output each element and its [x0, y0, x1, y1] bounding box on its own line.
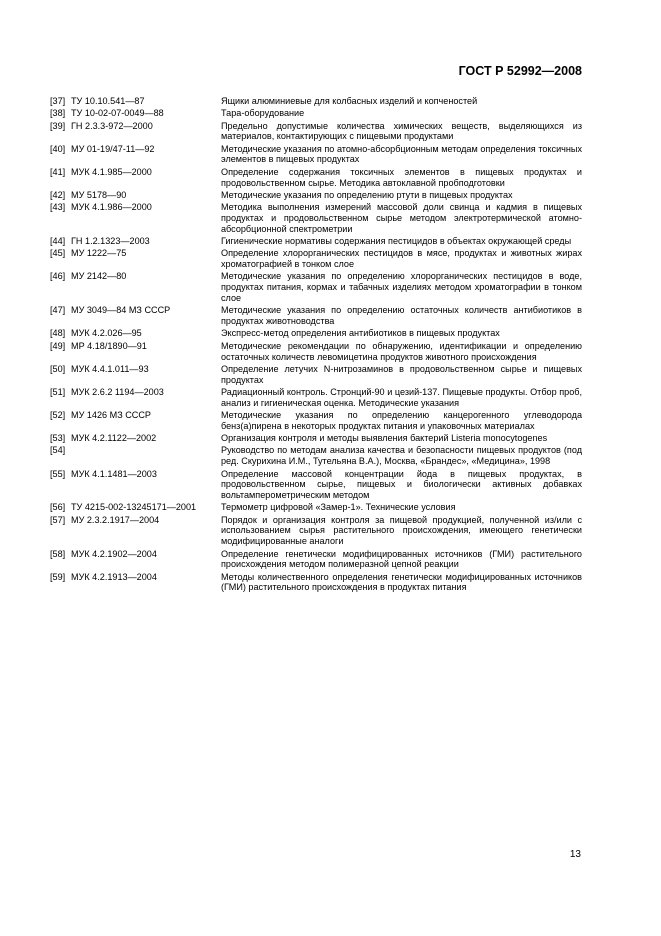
reference-title: Определение генетически модифицированных источников (ГМИ) растительного происхождения методом полимеразной цепной реакции — [221, 548, 582, 570]
reference-number: [41] — [50, 166, 66, 177]
reference-code: ТУ 10-02-07-0049—88 — [71, 108, 164, 119]
reference-number: [59] — [50, 571, 66, 582]
reference-title: Методические указания по определению ртути в пищевых продуктах — [221, 189, 513, 200]
reference-item — [50, 469, 582, 501]
reference-title: Определение хлорорганических пестицидов в мясе, продуктах и животных жирах хроматографией в тонком слое — [221, 248, 582, 270]
reference-item — [50, 549, 582, 571]
reference-title: Руководство по методам анализа качества и безопасности пищевых продуктов (под ред. Скурихина И.М., Тутельяна В.А.), Москва, «Брандес», «Медицина», 1998 — [221, 445, 582, 467]
document-header: ГОСТ Р 52992—2008 — [458, 64, 582, 78]
reference-code: МУК 2.6.2 1194—2003 — [71, 386, 164, 397]
reference-code: МУК 4.1.985—2000 — [71, 166, 152, 177]
reference-title: Методические рекомендации по обнаружению, идентификации и определению остаточных количеств левомицетина продуктов животного происхождения — [221, 340, 582, 362]
reference-item — [50, 515, 582, 547]
reference-item — [50, 572, 582, 594]
reference-code: МУ 2.3.2.1917—2004 — [71, 514, 160, 525]
reference-item — [50, 433, 582, 444]
reference-title: Определение содержания токсичных элементов в пищевых продуктах и продовольственном сырье. Методика автоклавной пробподготовки — [221, 166, 582, 188]
reference-item — [50, 502, 582, 513]
reference-title: Методические указания по определению остаточных количеств антибиотиков в продуктах животноводства — [221, 305, 582, 327]
reference-title: Методические указания по атомно-абсорбционным методам определения токсичных элементов в пищевых продуктах — [221, 143, 582, 165]
reference-title: Экспресс-метод определения антибиотиков в пищевых продуктах — [221, 328, 500, 339]
reference-title: Методические указания по определению канцерогенного углеводорода бенз(а)пирена в некоторых продуктах питания и упаковочных материалах — [221, 410, 582, 431]
reference-number: [42] — [50, 189, 66, 200]
reference-number: [43] — [50, 202, 66, 213]
reference-code: МР 4.18/1890—91 — [71, 340, 147, 351]
reference-code: МУК 4.2.1913—2004 — [71, 571, 157, 582]
reference-code: МУ 1426 МЗ СССР — [71, 410, 151, 421]
reference-item — [50, 236, 582, 247]
reference-code: ГН 2.3.3-972—2000 — [71, 120, 153, 131]
reference-number: [56] — [50, 502, 66, 513]
reference-item — [50, 305, 582, 327]
reference-title: Термометр цифровой «Замер-1». Технические условия — [221, 502, 456, 513]
reference-item — [50, 108, 582, 119]
reference-number: [53] — [50, 433, 66, 444]
reference-number: [45] — [50, 248, 66, 259]
reference-title: Организация контроля и методы выявления бактерий Listeria monocytogenes — [221, 433, 548, 444]
reference-number: [58] — [50, 548, 66, 559]
reference-code: МУК 4.1.986—2000 — [71, 202, 152, 213]
reference-number: [40] — [50, 143, 66, 154]
reference-item — [50, 341, 582, 363]
reference-number: [47] — [50, 305, 66, 316]
reference-code: МУ 2142—80 — [71, 271, 127, 282]
reference-item — [50, 144, 582, 166]
reference-title: Методика выполнения измерений массовой доли свинца и кадмия в пищевых продуктах и продовольственном сырье методом электротермической атомно-абсорбционной спектрометрии — [221, 202, 582, 234]
reference-title: Тара-оборудование — [221, 108, 305, 119]
reference-number: [37] — [50, 96, 66, 106]
reference-item — [50, 328, 582, 339]
reference-item — [50, 167, 582, 189]
reference-item — [50, 96, 582, 107]
reference-number: [48] — [50, 328, 66, 339]
reference-title: Методы количественного определения генетически модифицированных источников (ГМИ) растительного происхождения в продуктах питания — [221, 571, 582, 593]
reference-code: МУ 01-19/47-11—92 — [71, 143, 155, 154]
reference-title: Гигиенические нормативы содержания пестицидов в объектах окружающей среды — [221, 236, 572, 247]
reference-number: [46] — [50, 271, 66, 282]
reference-title: Порядок и организация контроля за пищевой продукцией, полученной из/или с использованием сырья растительного происхождения, имеющего генетически модифицированные аналоги — [221, 514, 582, 547]
reference-item — [50, 387, 582, 409]
reference-item — [50, 190, 582, 201]
reference-code: МУК 4.1.1481—2003 — [71, 468, 157, 479]
reference-number: [57] — [50, 514, 66, 525]
reference-item — [50, 121, 582, 143]
reference-code: МУ 3049—84 МЗ СССР — [71, 305, 171, 316]
reference-code: МУК 4.2.026—95 — [71, 328, 142, 339]
reference-code: МУК 4.2.1122—2002 — [71, 433, 157, 444]
reference-item — [50, 271, 582, 303]
reference-code: МУК 4.4.1.011—93 — [71, 363, 149, 374]
reference-item — [50, 248, 582, 270]
reference-number: [39] — [50, 120, 66, 131]
page-number: 13 — [569, 849, 581, 860]
reference-code: ГН 1.2.1323—2003 — [71, 236, 150, 247]
reference-title: Определение массовой концентрации йода в пищевых продуктах, в продовольственном сырье, пищевых и биологически активных добавках вольтамперометрическим методом — [221, 468, 582, 501]
reference-number: [55] — [50, 468, 66, 479]
reference-title: Предельно допустимые количества химических веществ, выделяющихся из материалов, контактирующих с пищевыми продуктами — [221, 120, 582, 142]
reference-item — [50, 410, 582, 432]
reference-title: Определение летучих N-нитрозаминов в продовольственном сырье и пищевых продуктах — [221, 363, 582, 385]
reference-code: МУ 1222—75 — [71, 248, 127, 259]
reference-code: ТУ 4215-002-13245171—2001 — [71, 502, 197, 513]
reference-list — [50, 96, 582, 595]
reference-code: ТУ 10.10.541—87 — [71, 96, 145, 106]
reference-item — [50, 445, 582, 467]
reference-title: Ящики алюминиевые для колбасных изделий и копченостей — [221, 96, 478, 106]
reference-item — [50, 202, 582, 234]
reference-number: [52] — [50, 410, 66, 421]
reference-number: [38] — [50, 108, 66, 119]
reference-number: [49] — [50, 340, 66, 351]
reference-code: МУ 5178—90 — [71, 189, 127, 200]
reference-number: [51] — [50, 386, 66, 397]
reference-code: МУК 4.2.1902—2004 — [71, 548, 157, 559]
reference-item — [50, 364, 582, 386]
reference-number: [50] — [50, 363, 66, 374]
reference-title: Радиационный контроль. Стронций-90 и цезий-137. Пищевые продукты. Отбор проб, анализ и гигиеническая оценка. Методические указания — [221, 386, 582, 408]
reference-number: [54] — [50, 445, 66, 456]
reference-title: Методические указания по определению хлорорганических пестицидов в воде, продуктах питания, кормах и табачных изделиях методом хроматографии в тонком слое — [221, 271, 582, 304]
reference-number: [44] — [50, 236, 66, 247]
